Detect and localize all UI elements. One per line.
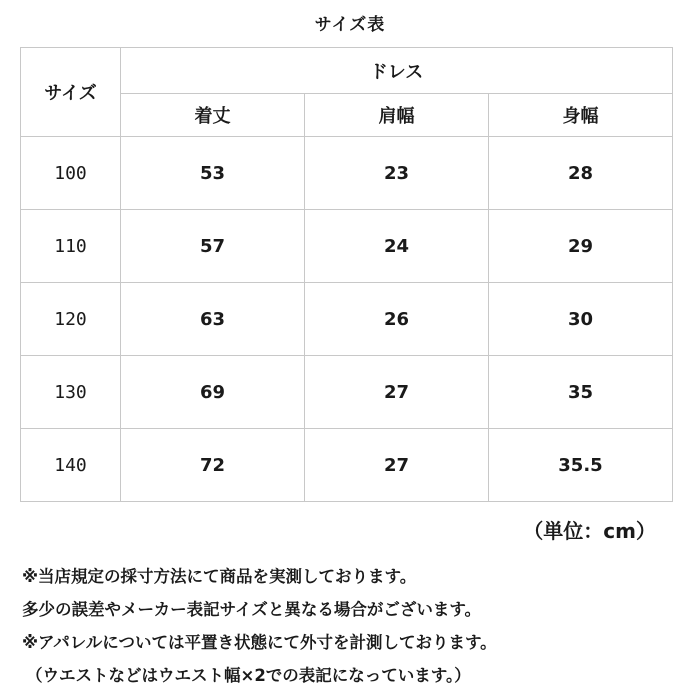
note-line: ※アパレルについては平置き状態にて外寸を計測しております。 bbox=[22, 633, 497, 652]
table-row bbox=[21, 210, 673, 283]
length-cell: 57 bbox=[121, 210, 305, 283]
unit-label: （単位：cm） bbox=[523, 519, 656, 543]
notes bbox=[22, 560, 682, 692]
note-line: （ウエストなどはウエスト幅×2での表記になっています。） bbox=[26, 666, 471, 685]
page-title: サイズ表 bbox=[314, 15, 386, 35]
width-cell: 30 bbox=[489, 283, 673, 356]
column-header-width: 身幅 bbox=[489, 94, 673, 137]
size-column-header: サイズ bbox=[21, 48, 121, 137]
table-row bbox=[21, 356, 673, 429]
table-row bbox=[21, 283, 673, 356]
length-cell: 72 bbox=[121, 429, 305, 502]
shoulder-cell: 23 bbox=[305, 137, 489, 210]
shoulder-cell: 26 bbox=[305, 283, 489, 356]
length-cell: 63 bbox=[121, 283, 305, 356]
column-header-length: 着丈 bbox=[121, 94, 305, 137]
size-cell: 100 bbox=[21, 137, 121, 210]
width-cell: 29 bbox=[489, 210, 673, 283]
width-cell: 28 bbox=[489, 137, 673, 210]
dress-group-header: ドレス bbox=[121, 48, 673, 94]
note-line: 多少の誤差やメーカー表記サイズと異なる場合がございます。 bbox=[22, 600, 482, 619]
length-cell: 69 bbox=[121, 356, 305, 429]
size-cell: 120 bbox=[21, 283, 121, 356]
size-cell: 140 bbox=[21, 429, 121, 502]
size-cell: 110 bbox=[21, 210, 121, 283]
note-line: ※当店規定の採寸方法にて商品を実測しております。 bbox=[22, 567, 417, 586]
column-header-shoulder: 肩幅 bbox=[305, 94, 489, 137]
shoulder-cell: 24 bbox=[305, 210, 489, 283]
shoulder-cell: 27 bbox=[305, 356, 489, 429]
table-row bbox=[21, 429, 673, 502]
shoulder-cell: 27 bbox=[305, 429, 489, 502]
width-cell: 35 bbox=[489, 356, 673, 429]
length-cell: 53 bbox=[121, 137, 305, 210]
table-row bbox=[21, 137, 673, 210]
size-cell: 130 bbox=[21, 356, 121, 429]
table-header-row bbox=[21, 48, 673, 94]
size-table bbox=[20, 47, 673, 502]
width-cell: 35.5 bbox=[489, 429, 673, 502]
